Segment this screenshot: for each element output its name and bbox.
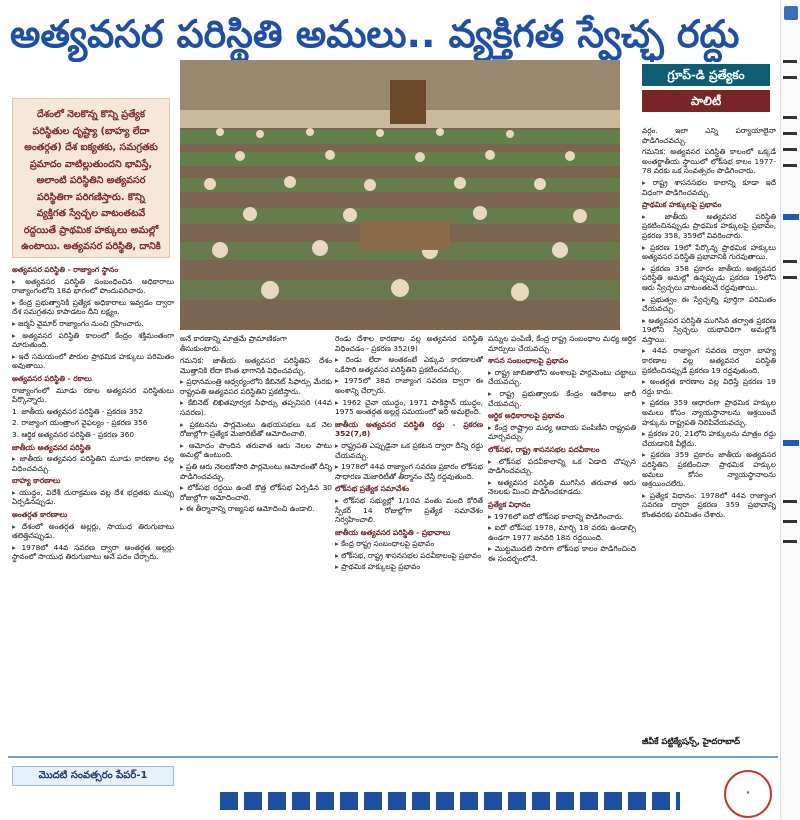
- paragraph: ▸ ప్రకటనను పార్లమెంటు ఉభయసభలు ఒక నెల రోజుల్లోగా ప్రత్యేక మెజారిటీతో ఆమోదించాలి.: [180, 420, 332, 439]
- paragraph: ▸ జాతీయ అత్యవసర పరిస్థితి ప్రకటించినప్పుడు ప్రాథమిక హక్కులపై ప్రభావం, ప్రకరణ 358, 359లో వివరించారు.: [642, 212, 776, 241]
- photo-caption: అనే కారణాన్ని మాత్రమే ప్రామాణికంగా తీసుకుంటారు.: [180, 334, 287, 353]
- paragraph: ▸ కేంద్ర ప్రభుత్వానికి ప్రత్యేక అధికారాలు ఇవ్వడం ద్వారా దేశ సమగ్రతను కాపాడటం దీని లక్ష్యం.: [12, 298, 174, 317]
- paragraph: ▸ 44వ రాజ్యాంగ సవరణ ద్వారా బాహ్య కారణాల వల్ల అత్యవసర పరిస్థితి ప్రకటించినప్పుడే ప్రకరణ 19 రద్దవుతుంది.: [642, 346, 776, 375]
- paragraph: ▸ ఆమోదం పొందిన తరువాత ఆరు నెలల పాటు అమల్లో ఉంటుంది.: [180, 441, 332, 460]
- paragraph: ▸ 1976లో ఐదో లోక్‌సభ కాలాన్ని పొడిగించారు.: [488, 512, 636, 522]
- paragraph: గమనిక: జాతీయ అత్యవసర పరిస్థితిని దేశం మొత్తానికి లేదా కొంత భాగానికి విధించవచ్చు.: [180, 356, 332, 375]
- paragraph: ▸ 1978లో 44వ సవరణ ద్వారా అంతర్గత అల్లర్లు స్థానంలో సాయుధ తిరుగుబాటు అనే పదం చేర్చారు.: [12, 543, 174, 562]
- subject-tag: పాలిటీ: [642, 90, 770, 112]
- section-heading: జాతీయ అత్యవసర పరిస్థితి రద్దు - ప్రకరణ 352(7,8): [335, 419, 483, 439]
- section-heading: అత్యవసర పరిస్థితి - రకాలు: [12, 373, 92, 383]
- column-3: [335, 334, 483, 754]
- paragraph: ▸ ప్రత్యేక విధానం: 1978లో 44వ రాజ్యాంగ సవరణ ద్వారా ప్రకరణ 359 ప్రభావాన్ని కొంతవరకు పరిమితం చేశారు.: [642, 491, 776, 520]
- section-heading: లోక్‌సభ, రాష్ట్ర శాసనసభల పదవీకాలం: [488, 444, 600, 454]
- paragraph: ▸ రాష్ట్రపతి ఎప్పుడైనా ఒక ప్రకటన ద్వారా దీన్ని రద్దు చేయవచ్చు.: [335, 441, 483, 460]
- paragraph: ▸ అత్యవసర పరిస్థితి కాలంలో కేంద్రం శక్తిమంతంగా మారుతుంది.: [12, 331, 174, 350]
- paragraph: ▸ ప్రకరణ 359 ప్రకారం జాతీయ అత్యవసర పరిస్థితిని ప్రకటించినా ప్రాథమిక హక్కుల అమలు కోసం న్యాయస్థానాలను ఆశ్రయించలేరు.: [642, 450, 776, 488]
- paragraph: వర్గం. ఇలా ఎన్ని పర్యాయాలైనా పొడిగించవచ్చు.: [642, 126, 776, 145]
- paragraph: ▸ రెండు లేదా అంతకంటే ఎక్కువ కారణాలతో ఒకేసారి అత్యవసర పరిస్థితిని ప్రకటించవచ్చు.: [335, 355, 483, 374]
- intro-box: దేశంలో నెలకొన్న కొన్ని ప్రత్యేక పరిస్థితుల దృష్ట్యా (బాహ్య లేదా అంతర్గత) దేశ ఐక్యతకు, సమగ్రతకు ప్రమాదం వాటిల్లుతుందని భావిస్తే, అలాంటి పరిస్థితిని అత్యవసర పరిస్థితిగా పరిగణిస్తారు. కొన్ని వ్యక్తిగత స్వేచ్ఛల వాటంతటవే రద్దయితే ప్రాథమిక హక్కులు అమల్లో ఉంటాయి. అత్యవసర పరిస్థితి, దానికి: [12, 98, 170, 258]
- paragraph: 1. జాతీయ అత్యవసర పరిస్థితి - ప్రకరణ 352: [12, 406, 143, 416]
- section-heading: లోక్‌సభ ప్రత్యేక సమావేశం: [335, 484, 410, 494]
- paragraph: ▸ అత్యవసర పరిస్థితి సంబంధించిన అధికారాలు రాజ్యాంగంలోని 18వ భాగంలో పొందుపరిచారు.: [12, 277, 174, 296]
- paragraph: ▸ లోక్‌సభ పదవీకాలాన్ని ఒక ఏడాది చొప్పున పొడిగించవచ్చు.: [488, 457, 636, 476]
- paragraph: ▸ ప్రధానమంత్రి ఆధ్వర్యంలోని కేబినెట్ సిఫార్సు మేరకు రాష్ట్రపతి అత్యవసర పరిస్థితిని ప్రకటిస్తారు.: [180, 377, 332, 396]
- paragraph: ▸ ప్రభుత్వం ఈ స్వేచ్ఛల్ని పూర్తిగా పరిమితం చేయవచ్చు.: [642, 295, 776, 314]
- parliament-photo-art: [180, 60, 620, 330]
- divider: [8, 756, 778, 758]
- paragraph: గమనిక: అత్యవసర పరిస్థితి కాలంలో ఒక్కడే అంతర్జాతీయ స్థాయిలో లోక్‌సభ కాలం 1977-78 వరకు ఒక సంవత్సరం పొడిగించారు.: [642, 147, 776, 176]
- paragraph: రాజ్యాంగంలో మూడు రకాల అత్యవసర పరిస్థితులు పేర్కొన్నారు.: [12, 385, 174, 405]
- section-heading: జాతీయ అత్యవసర పరిస్థితి - ప్రభావాలు: [335, 527, 451, 537]
- section-heading: అత్యవసర పరిస్థితి - రాజ్యాంగ స్థానం: [12, 265, 119, 274]
- paragraph: ▸ లోక్‌సభ రద్దయి ఉంటే కొత్త లోక్‌సభ ఏర్పడిన 30 రోజుల్లోగా ఆమోదించాలి.: [180, 483, 332, 502]
- paragraph: ▸ లోక్‌సభ సభ్యుల్లో 1/10వ వంతు మంది కోరితే స్పీకర్ 14 రోజుల్లోగా ప్రత్యేక సమావేశం నిర్వహించాలి.: [335, 496, 483, 525]
- paragraph: ▸ అత్యవసర పరిస్థితి ముగిసిన తరువాత ఆరు నెలలకు మించి పొడిగించకూడదు.: [488, 478, 636, 497]
- credit-line: జీవీకే పట్టిక్యేషన్స్, హైదరాబాద్: [642, 736, 741, 746]
- paragraph: ▸ 1962 చైనా యుద్ధం, 1971 పాకిస్థాన్ యుద్ధం, 1975 అంతర్గత అల్లర్ల సమయంలో ఇది అమలైంది.: [335, 398, 483, 417]
- paragraph: ▸ కేబినెట్ లిఖితపూర్వక సిఫార్సు తప్పనిసరి (44వ సవరణ).: [180, 398, 332, 417]
- paragraph: ▸ లోక్‌సభ, రాష్ట్ర శాసనసభల పదవీకాలంపై ప్రభావం: [335, 551, 483, 561]
- section-heading: ఆర్థిక అధికారాలపై ప్రభావం: [488, 411, 565, 421]
- column-4: [488, 334, 636, 754]
- section-heading: శాసన సంబంధాలపై ప్రభావం: [488, 356, 569, 366]
- paragraph: ▸ రాష్ట్ర శాసనసభల కాలాన్ని కూడా ఇదే విధంగా పొడిగించవచ్చు.: [642, 178, 776, 197]
- paragraph: ▸ కేంద్ర రాష్ట్ర సంబంధాలపై ప్రభావం: [335, 539, 483, 549]
- paragraph: ▸ ఈ తీర్మానాన్ని రాజ్యసభ ఆమోదించి ఉండాలి.: [180, 504, 332, 514]
- paragraph: ▸ ప్రకరణ 359 ఆధారంగా ప్రాథమిక హక్కుల అమలు కోసం న్యాయస్థానాలను ఆశ్రయించే హక్కును రాష్ట్రపతి నిలిపివేయవచ్చు.: [642, 398, 776, 427]
- paragraph: ▸ అంతర్గత కారణాల వల్ల విధిస్తే ప్రకరణ 19 రద్దు కాదు.: [642, 377, 776, 396]
- paragraph: ▸ మొట్టమొదటి సారిగా లోక్‌సభ కాలం పొడిగించింది ఈ సందర్భంలోనే.: [488, 544, 636, 563]
- section-heading: ప్రత్యేక విధానం: [488, 499, 531, 509]
- paragraph: ▸ 1978లో 44వ రాజ్యాంగ సవరణ ప్రకారం లోక్‌సభ సాధారణ మెజారిటీతో తీర్మానం చేస్తే రద్దవుతుంది.: [335, 462, 483, 481]
- paragraph: ▸ జర్మనీ వైమార్ రాజ్యాంగం నుంచి గ్రహించారు.: [12, 319, 174, 329]
- paragraph: ▸ అత్యవసర పరిస్థితి ముగిసిన తర్వాత ప్రకరణ 19లోని స్వేచ్ఛలు యథావిధిగా అమల్లోకి వస్తాయి.: [642, 316, 776, 345]
- headline: అత్యవసర పరిస్థితి అమలు.. వ్యక్తిగత స్వేచ్ఛ రద్దు: [10, 12, 740, 56]
- paragraph: ▸ కేంద్ర రాష్ట్రాల మధ్య ఆదాయ పంపిణీని రాష్ట్రపతి మార్చవచ్చు.: [488, 423, 636, 442]
- parliament-photo: [180, 60, 620, 330]
- group-tag: గ్రూప్‌-డి ప్రత్యేకం: [642, 64, 770, 86]
- paragraph: ▸ ఇదే సమయంలో పౌరుల ప్రాథమిక హక్కులు పరిమితం అవుతాయి.: [12, 352, 174, 371]
- paragraph: ▸ ప్రకరణ 20, 21లోని హక్కులను మాత్రం రద్దు చేయడానికి వీల్లేదు.: [642, 429, 776, 448]
- paragraph: 2. రాజ్యాంగ యంత్రాంగ వైఫల్యం - ప్రకరణ 356: [12, 418, 148, 428]
- paragraph: ▸ ప్రకరణ 358 ప్రకారం జాతీయ అత్యవసర పరిస్థితి అమల్లో ఉన్నప్పుడు ప్రకరణ 19లోని ఆరు స్వేచ్ఛలు వాటంతటవే రద్దవుతాయి.: [642, 264, 776, 293]
- adjacent-page-strip: [780, 0, 800, 820]
- section-heading: బాహ్య కారణాలు: [12, 476, 61, 486]
- paragraph: ▸ దేశంలో అంతర్గత అల్లర్లు, సాయుధ తిరుగుబాటు తలెత్తినప్పుడు.: [12, 522, 174, 541]
- column-1: [12, 262, 174, 750]
- column-5: [642, 126, 776, 752]
- paragraph: ▸ 1975లో 38వ రాజ్యాంగ సవరణ ద్వారా ఈ అంశాన్ని చేర్చారు.: [335, 376, 483, 395]
- paragraph: రెండు దేశాల కారణాల వల్ల అత్యవసర పరిస్థితి విధించడం - ప్రకరణ 352(9): [335, 334, 483, 353]
- paragraph: ▸ రాష్ట్ర ప్రభుత్వాలకు కేంద్రం ఆదేశాలు జారీ చేయవచ్చు.: [488, 389, 636, 408]
- column-2: [180, 356, 332, 754]
- bottom-tag: మొదటి సంవత్సరం పేపర్-1: [12, 766, 174, 786]
- section-heading: జాతీయ అత్యవసర పరిస్థితి: [12, 442, 91, 452]
- paragraph: ▸ ప్రకరణ 19లో పేర్కొన్న ప్రాథమిక హక్కులు అత్యవసర పరిస్థితి ప్రభావానికి గురవుతాయి.: [642, 243, 776, 262]
- section-heading: ప్రాథమిక హక్కులపై ప్రభావం: [642, 200, 722, 210]
- paragraph: పన్నుల పంపిణీ, కేంద్ర రాష్ట్ర సంబంధాల మధ్య ఆర్థిక మార్పులు చేయవచ్చు.: [488, 334, 636, 353]
- paragraph: ▸ యుద్ధం, విదేశీ దురాక్రమణ వల్ల దేశ భద్రతకు ముప్పు ఏర్పడినప్పుడు.: [12, 488, 174, 507]
- paragraph: ▸ ఐదో లోక్‌సభ 1978, మార్చి 18 వరకు ఉండాల్సి ఉండగా 1977 జనవరి 18న రద్దయింది.: [488, 523, 636, 542]
- paragraph: ▸ ప్రాథమిక హక్కులపై ప్రభావం: [335, 562, 483, 572]
- paragraph: 3. ఆర్థిక అత్యవసర పరిస్థితి - ప్రకరణ 360: [12, 429, 135, 439]
- next-headline-strip: [220, 778, 680, 820]
- paragraph: ▸ జాతీయ అత్యవసర పరిస్థితిని మూడు కారణాల వల్ల విధించవచ్చు.: [12, 454, 174, 473]
- section-heading: అంతర్గత కారణాలు: [12, 510, 68, 520]
- logo-seal-icon: ★: [724, 770, 772, 818]
- paragraph: ▸ ప్రతి ఆరు నెలలకోసారి పార్లమెంటు ఆమోదంతో దీన్ని పొడిగించవచ్చు.: [180, 462, 332, 481]
- paragraph: ▸ రాష్ట్ర జాబితాలోని అంశాలపై పార్లమెంటు చట్టాలు చేయవచ్చు.: [488, 368, 636, 387]
